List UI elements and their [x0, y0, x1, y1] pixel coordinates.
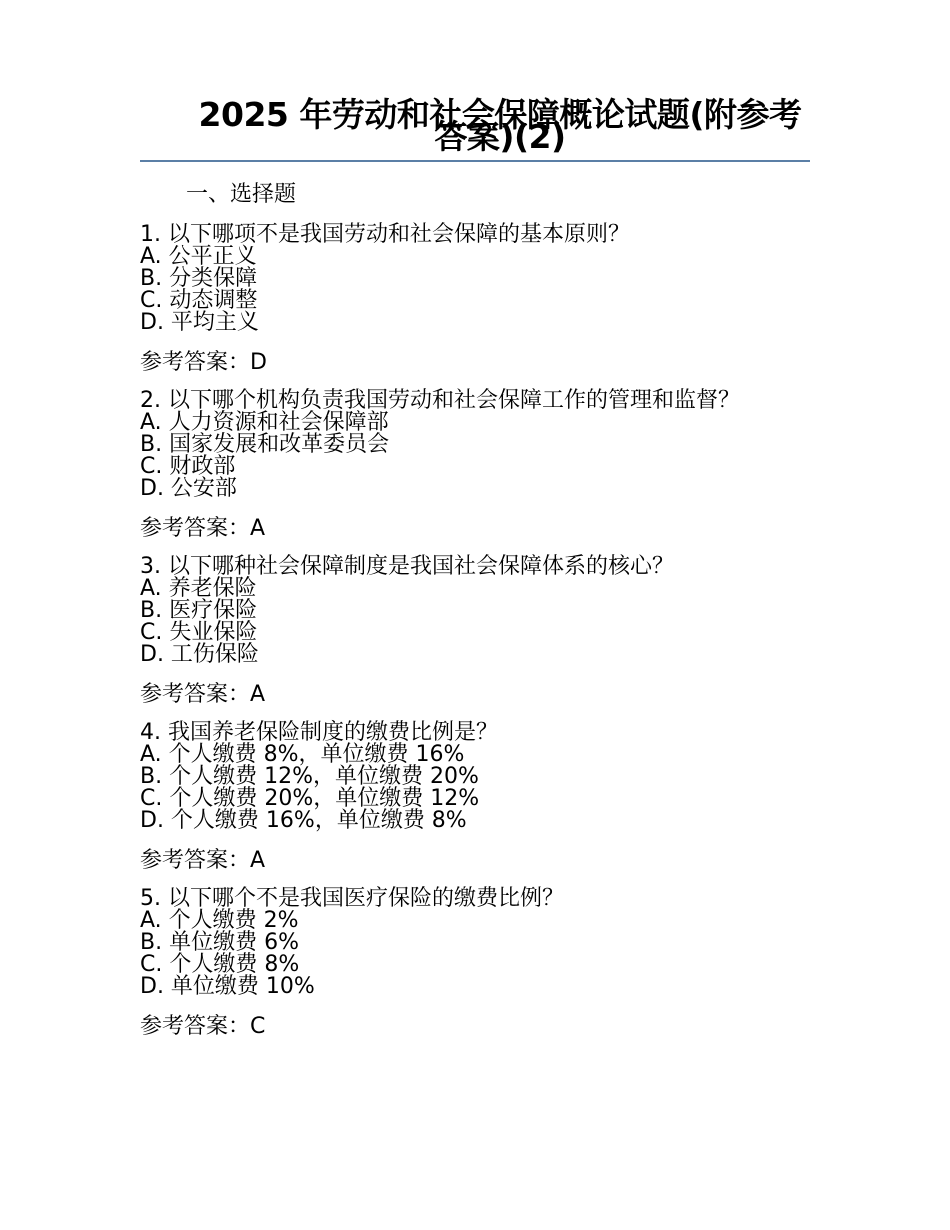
answer-key: 参考答案：C: [140, 1014, 266, 1039]
question-text: 1. 以下哪项不是我国劳动和社会保障的基本原则？: [140, 222, 630, 247]
answer-key: 参考答案：A: [140, 516, 266, 541]
option-c: C. 个人缴费 8%: [140, 952, 300, 977]
option-d: D. 单位缴费 10%: [140, 974, 315, 999]
option-d: D. 平均主义: [140, 310, 259, 335]
question-list: [140, 224, 780, 1054]
question-text: 3. 以下哪种社会保障制度是我国社会保障体系的核心？: [140, 554, 674, 579]
option-a: A. 人力资源和社会保障部: [140, 410, 389, 435]
option-c: C. 个人缴费 20%，单位缴费 12%: [140, 786, 480, 811]
question-text: 4. 我国养老保险制度的缴费比例是？: [140, 720, 498, 745]
option-b: B. 分类保障: [140, 266, 258, 291]
option-b: B. 国家发展和改革委员会: [140, 432, 390, 457]
question-3: [140, 556, 780, 710]
document-title: 2025 年劳动和社会保障概论试题(附参考答案)(2): [198, 95, 802, 156]
option-a: A. 公平正义: [140, 244, 257, 269]
option-d: D. 工伤保险: [140, 642, 259, 667]
question-2: [140, 390, 780, 544]
answer-key: 参考答案：A: [140, 848, 266, 873]
option-b: B. 医疗保险: [140, 598, 258, 623]
option-c: C. 动态调整: [140, 288, 258, 313]
option-a: A. 个人缴费 2%: [140, 908, 299, 933]
option-d: D. 个人缴费 16%，单位缴费 8%: [140, 808, 467, 833]
question-text: 2. 以下哪个机构负责我国劳动和社会保障工作的管理和监督？: [140, 388, 740, 413]
option-a: A. 个人缴费 8%，单位缴费 16%: [140, 742, 465, 767]
question-4: [140, 722, 780, 876]
answer-key: 参考答案：A: [140, 682, 266, 707]
option-a: A. 养老保险: [140, 576, 257, 601]
title-divider: [140, 160, 810, 162]
option-b: B. 个人缴费 12%，单位缴费 20%: [140, 764, 479, 789]
answer-key: 参考答案：D: [140, 350, 267, 375]
option-c: C. 财政部: [140, 454, 236, 479]
section-heading: 一、选择题: [186, 182, 297, 207]
option-b: B. 单位缴费 6%: [140, 930, 299, 955]
question-1: [140, 224, 780, 378]
option-d: D. 公安部: [140, 476, 237, 501]
question-text: 5. 以下哪个不是我国医疗保险的缴费比例？: [140, 886, 564, 911]
question-5: [140, 888, 780, 1042]
option-c: C. 失业保险: [140, 620, 258, 645]
